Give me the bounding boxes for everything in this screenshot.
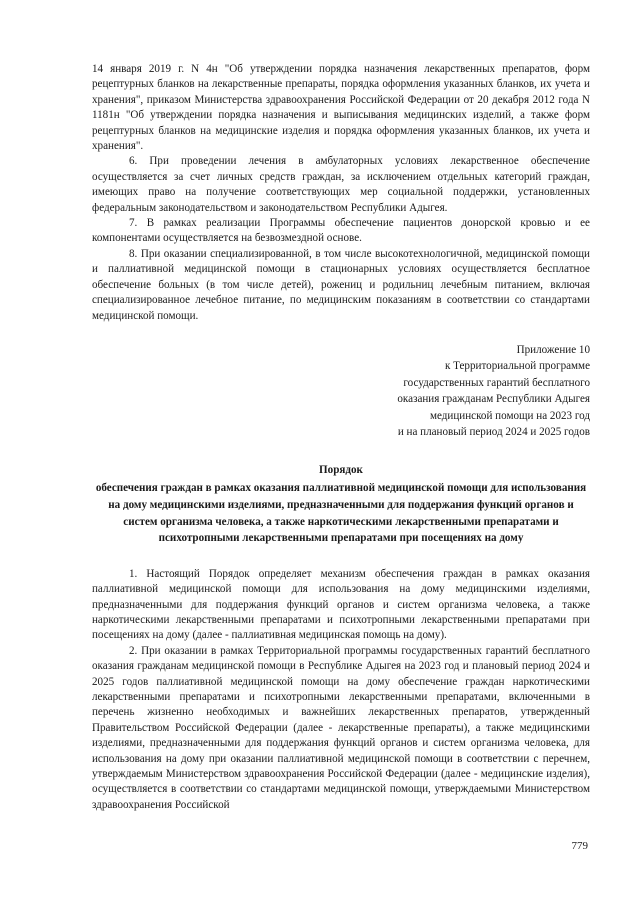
item-2: 2. При оказании в рамках Территориальной программы государственных гарантий бесплатного оказания гражданам медицинской помощи в Республике Адыгея на 2023 год и плановый период 2024 и 2025 годов паллиативной медицинской помощи на дому обеспечение граждан наркотическими лекарственными препаратами и психотропными лекарственными препаратами, включенными в перечень жизненно необходимых и важнейших лекарственных препаратов, утвержденный Правительством Российской Федерации (далее - лекарственные препараты), а также медицинскими изделиями, предназначенными для поддержания функций органов и систем организма человека, для использования на дому при оказании паллиативной медицинской помощи в соответствии с перечнем, утверждаемым Министерством здравоохранения Российской Федерации (далее - медицинские изделия), осуществляется в соответствии со стандартами медицинской помощи, утверждаемыми Министерством здравоохранения Российской [92, 644, 590, 811]
paragraph-7: 7. В рамках реализации Программы обеспечение пациентов донорской кровью и ее компонентами осуществляется на безвозмездной основе. [92, 217, 590, 245]
page-number: 779 [571, 840, 588, 852]
section-subtitle: обеспечения граждан в рамках оказания паллиативной медицинской помощи для использования на дому медицинскими изделиями, предназначенными для поддержания функций органов и систем организма человека, а также наркотическими лекарственными препаратами и психотропными лекарственными препаратами при посещениях на дому [95, 482, 587, 545]
continued-paragraph: 14 января 2019 г. N 4н "Об утверждении порядка назначения лекарственных препаратов, форм рецептурных бланков на лекарственные препараты, порядка оформления указанных бланков, их учета и хранения", приказом Министерства здравоохранения Российской Федерации от 20 декабря 2012 года N 1181н "Об утверждении порядка назначения и выписывания медицинских изделий, а также форм рецептурных бланков на медицинские изделия и порядка оформления указанных бланков, их учета и хранения". [92, 63, 590, 153]
annex-line-5: медицинской помощи на 2023 год [429, 409, 590, 422]
paragraph-8: 8. При оказании специализированной, в том числе высокотехнологичной, медицинской помощи и паллиативной медицинской помощи в стационарных условиях осуществляется бесплатное обеспечение больных (в том числе детей), рожениц и родильниц лечебным питанием, включая специализированное лечебное питание, по медицинским показаниям в соответствии со стандартами медицинской помощи. [92, 247, 590, 322]
annex-line-6: и на плановый период 2024 и 2025 годов [397, 425, 590, 438]
section-body [92, 567, 590, 814]
annex-line-4: оказания гражданам Республики Адыгея [397, 393, 590, 406]
section-title-block [92, 462, 590, 546]
section-heading: Порядок [319, 464, 363, 477]
annex-line-3: государственных гарантий бесплатного [403, 376, 590, 389]
page-content [92, 62, 590, 813]
paragraph-6: 6. При проведении лечения в амбулаторных условиях лекарственное обеспечение осуществляется за счет личных средств граждан, за исключением отдельных категорий граждан, имеющих право на получение соответствующих мер социальной поддержки, установленных федеральным законодательством и законодательством Республики Адыгея. [92, 155, 590, 214]
annex-line-2: к Территориальной программе [444, 360, 590, 373]
annex-line-1: Приложение 10 [516, 343, 590, 356]
item-1: 1. Настоящий Порядок определяет механизм обеспечения граждан в рамках оказания паллиативной медицинской помощи для использования на дому медицинскими изделиями, предназначенными для поддержания функций органов и систем организма человека, а также наркотическими лекарственными препаратами и психотропными лекарственными препаратами при посещениях на дому (далее - паллиативная медицинская помощь на дому). [92, 567, 590, 642]
annex-header [327, 342, 590, 440]
